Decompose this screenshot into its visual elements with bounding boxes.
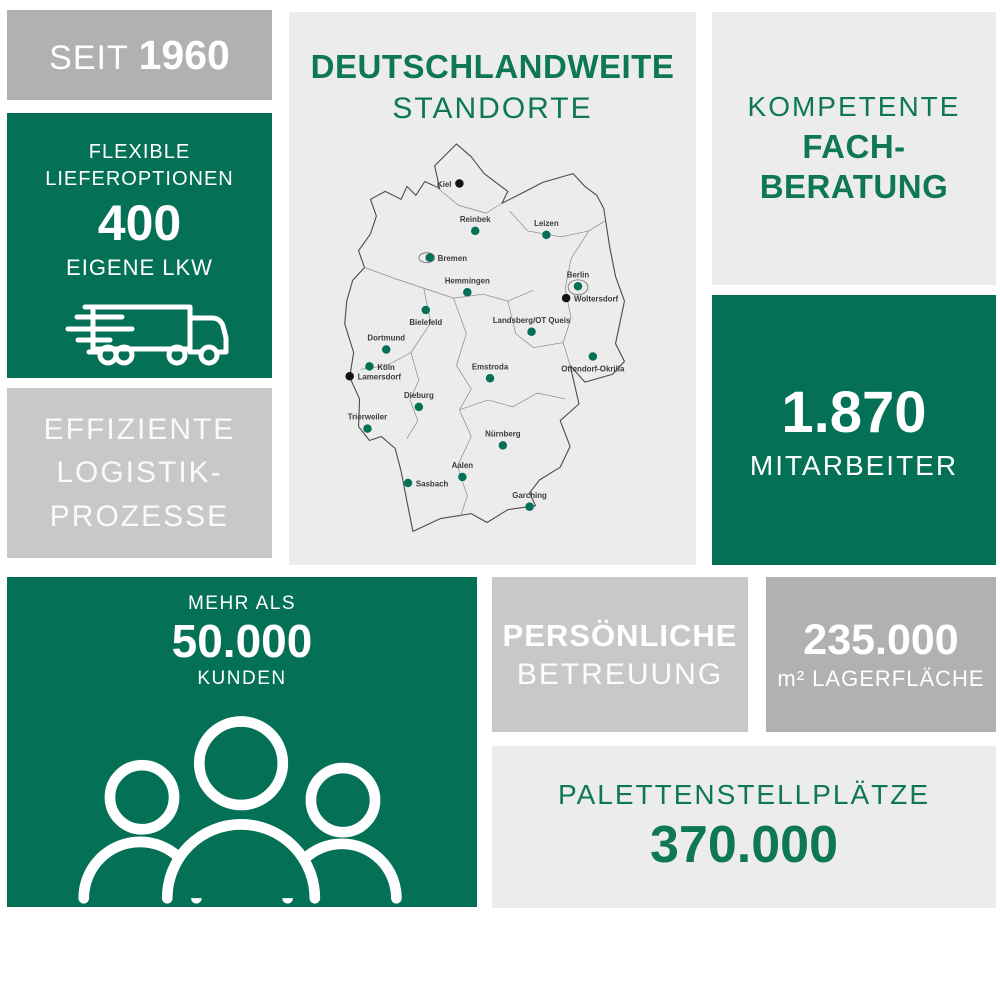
- founding-year: 1960: [138, 31, 230, 78]
- city-dot: [573, 282, 582, 291]
- city-label: Trierweiler: [347, 412, 387, 422]
- tile-mitarbeiter: [712, 295, 996, 565]
- truck-icon: [45, 295, 235, 375]
- city-dot: [421, 306, 430, 315]
- city-dot: [588, 352, 597, 361]
- tile-logistikprozesse: [7, 388, 272, 558]
- city-dot: [345, 372, 354, 381]
- city-dot: [463, 288, 472, 297]
- city-label: Woltersdorf: [573, 294, 618, 304]
- seit-prefix: SEIT: [49, 38, 129, 77]
- mitarbeiter-count: 1.870: [781, 379, 927, 445]
- city-dot: [542, 231, 551, 239]
- beratung-line1: KOMPETENTE: [747, 90, 961, 122]
- city-label: Aalen: [451, 461, 473, 471]
- betreuung-line2: BETREUUNG: [516, 657, 724, 691]
- lagerflaeche-value: 235.000: [803, 615, 959, 664]
- city-label: Ottendorf-Okrilla: [560, 364, 624, 374]
- city-dot: [561, 294, 570, 303]
- tile-betreuung: [492, 577, 748, 732]
- betreuung-line1: PERSÖNLICHE: [502, 617, 738, 653]
- city-label: Sasbach: [415, 479, 448, 489]
- map-title-sub: STANDORTE: [392, 92, 593, 125]
- founding-year-line: [49, 32, 230, 79]
- kunden-prefix: MEHR ALS: [187, 593, 297, 614]
- kunden-label: KUNDEN: [197, 667, 287, 689]
- paletten-label: PALETTENSTELLPLÄTZE: [557, 779, 931, 810]
- city-dot: [403, 479, 412, 488]
- city-dot: [525, 502, 534, 511]
- lagerflaeche-label: m² LAGERFLÄCHE: [777, 666, 985, 692]
- tile-lagerflaeche: [766, 577, 996, 732]
- beratung-line2: FACH-: [802, 127, 906, 165]
- city-dot: [414, 403, 422, 412]
- tile-lieferoptionen: [7, 113, 272, 378]
- map-title-bold: DEUTSCHLANDWEITE: [310, 48, 675, 85]
- effizienz-line2: LOGISTIK-: [56, 456, 223, 490]
- city-label: Kiel: [436, 179, 451, 189]
- city-markers: [345, 179, 625, 511]
- city-dot: [365, 362, 374, 371]
- effizienz-line1: EFFIZIENTE: [43, 412, 236, 446]
- people-icon: [38, 704, 446, 909]
- city-label: Dortmund: [366, 333, 405, 343]
- lkw-label: EIGENE LKW: [66, 254, 213, 280]
- city-dot: [382, 345, 391, 354]
- caption-line1: FLEXIBLE: [88, 141, 191, 163]
- kunden-count: 50.000: [171, 615, 313, 667]
- city-label: Landsberg/OT Queis: [492, 315, 570, 325]
- tile-palettenstellplaetze: [492, 746, 996, 908]
- city-label: Leizen: [533, 218, 559, 228]
- city-label: Lamersdorf: [357, 372, 401, 382]
- city-label: Köln: [376, 362, 395, 372]
- tile-standorte-map: [289, 12, 696, 565]
- city-label: Dieburg: [403, 390, 434, 400]
- city-dot: [527, 327, 536, 336]
- city-label: Garching: [511, 490, 547, 500]
- effizienz-line3: PROZESSE: [49, 499, 230, 533]
- city-label: Berlin: [566, 270, 589, 280]
- city-dot: [455, 179, 464, 188]
- mitarbeiter-label: MITARBEITER: [749, 449, 959, 481]
- city-label: Bremen: [437, 254, 467, 264]
- city-label: Hemmingen: [444, 276, 490, 286]
- tile-kunden: [7, 577, 477, 907]
- city-label: Nürnberg: [484, 429, 521, 439]
- germany-map: [338, 140, 648, 565]
- city-dot: [498, 441, 507, 450]
- lkw-count: 400: [97, 195, 182, 251]
- city-dot: [458, 473, 467, 482]
- lieferoptionen-caption: [45, 139, 233, 193]
- caption-line2: LIEFEROPTIONEN: [45, 168, 234, 190]
- beratung-line3: BERATUNG: [759, 167, 949, 205]
- effizienz-text: [44, 408, 236, 539]
- city-label: Emstroda: [471, 362, 508, 372]
- city-label: Bielefeld: [408, 317, 442, 327]
- beratung-main: [760, 127, 949, 206]
- city-dot: [425, 253, 433, 262]
- city-dot: [363, 424, 372, 433]
- paletten-value: 370.000: [650, 816, 838, 874]
- city-dot: [485, 374, 494, 383]
- tile-seit-1960: [7, 10, 272, 100]
- city-dot: [470, 227, 479, 236]
- city-label: Reinbek: [459, 215, 491, 225]
- tile-fachberatung: [712, 12, 996, 285]
